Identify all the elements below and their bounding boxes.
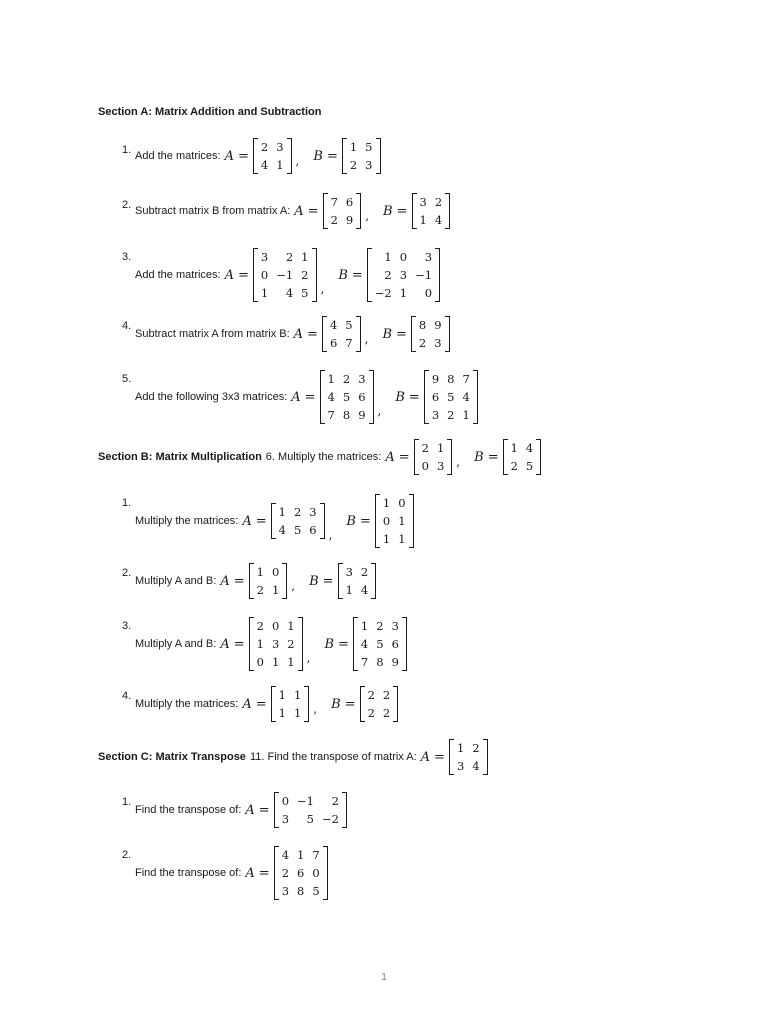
matrix-cell: 2 <box>382 706 391 720</box>
problem-line <box>135 138 381 174</box>
matrix-a-symbol: A <box>224 148 234 164</box>
matrix-cell: 1 <box>271 655 280 669</box>
matrix-cell: 5 <box>301 286 309 300</box>
problem-line <box>135 316 450 352</box>
matrix-cell: 2 <box>447 408 455 422</box>
matrix-cell: 4 <box>278 523 286 537</box>
equals-sign: = <box>233 573 245 589</box>
problem-text: Subtract matrix A from matrix B: <box>135 328 290 340</box>
matrix-b <box>412 193 451 229</box>
matrix-pair <box>242 686 398 722</box>
matrix-cell: 2 <box>434 195 443 209</box>
matrix-cell: 1 <box>276 158 284 172</box>
matrix-cell: 0 <box>271 565 280 579</box>
matrix-a <box>322 316 361 352</box>
matrix-cell: 2 <box>330 213 338 227</box>
matrix-b-symbol: B <box>474 449 484 465</box>
matrix-cell: 5 <box>293 523 302 537</box>
comma: , <box>328 528 333 542</box>
matrix-a <box>249 563 288 599</box>
equals-sign: = <box>487 449 499 465</box>
matrix-cell: −1 <box>276 268 294 282</box>
problem-line <box>135 494 414 548</box>
comma: , <box>320 282 325 296</box>
problem-b-2 <box>0 563 768 623</box>
equals-sign: = <box>322 573 334 589</box>
matrix-cell: 1 <box>327 372 335 386</box>
problem-text: Subtract matrix B from matrix A: <box>135 205 291 217</box>
problem-line <box>135 370 478 424</box>
matrix-b <box>367 248 440 302</box>
matrix-cell: 1 <box>384 250 392 264</box>
matrix-cell: 1 <box>256 637 264 651</box>
matrix-cell: 6 <box>345 195 354 209</box>
matrix-b-symbol: B <box>331 696 341 712</box>
matrix-cell: 4 <box>260 158 269 172</box>
matrix-a-symbol: A <box>385 449 395 465</box>
matrix-cell: 0 <box>256 655 264 669</box>
matrix-cell: 4 <box>329 318 338 332</box>
matrix-a-symbol: A <box>294 203 304 219</box>
matrix-b-symbol: B <box>324 636 334 652</box>
matrix-cell: 1 <box>349 140 358 154</box>
matrix-pair <box>294 316 450 352</box>
matrix-cell: 1 <box>462 408 470 422</box>
problem-number: 2. <box>122 849 132 861</box>
comma: , <box>291 579 296 593</box>
section-a-heading: Section A: Matrix Addition and Subtraction <box>98 106 322 118</box>
matrix-cell: 6 <box>297 866 305 880</box>
matrix-pair <box>225 138 381 174</box>
problem-number: 1. <box>122 144 132 156</box>
problem-number: 3. <box>122 251 132 263</box>
matrix-pair <box>220 563 376 599</box>
matrix-cell: 4 <box>525 441 534 455</box>
problem-text: Add the following 3x3 matrices: <box>135 391 288 403</box>
matrix-cell: 9 <box>431 372 440 386</box>
equals-sign: = <box>434 749 445 765</box>
matrix-b-symbol: B <box>338 267 348 283</box>
problem-c-2 <box>0 846 768 906</box>
problem-line <box>135 563 376 599</box>
matrix-cell: 3 <box>271 637 280 651</box>
matrix-cell: 2 <box>260 140 269 154</box>
matrix-cell: −1 <box>297 794 314 808</box>
matrix-b-symbol: B <box>395 389 405 405</box>
matrix-cell: 7 <box>330 195 338 209</box>
problem-line <box>135 193 450 229</box>
matrix-b <box>353 617 407 671</box>
matrix-cell: 2 <box>285 250 294 264</box>
matrix-cell: 1 <box>287 655 295 669</box>
problem-a-5 <box>0 370 768 430</box>
matrix-cell: 9 <box>391 655 399 669</box>
problem-b-3 <box>0 617 768 677</box>
problem-line <box>135 846 328 900</box>
matrix-a-symbol: A <box>220 636 230 652</box>
problem-number: 4. <box>122 320 132 332</box>
matrix-a-symbol: A <box>420 749 431 765</box>
matrix-pair <box>245 792 347 828</box>
matrix-cell: 3 <box>345 565 353 579</box>
equals-sign: = <box>258 865 270 881</box>
matrix-a <box>253 138 292 174</box>
matrix-cell: 1 <box>271 583 280 597</box>
matrix-pair <box>385 439 541 475</box>
matrix-cell: 3 <box>281 884 290 898</box>
matrix-a <box>249 617 303 671</box>
equals-sign: = <box>255 513 267 529</box>
matrix-b <box>338 563 377 599</box>
matrix-a <box>323 193 362 229</box>
equals-sign: = <box>338 636 349 652</box>
matrix-cell: 1 <box>260 286 269 300</box>
matrix-b-symbol: B <box>313 148 323 164</box>
section-c-heading: Section C: Matrix Transpose 11. Find the transpose of matrix A: A = 1 2 3 4 <box>98 739 488 775</box>
matrix-cell: 0 <box>271 619 280 633</box>
matrix-cell: 2 <box>281 866 290 880</box>
problem-line <box>135 617 407 671</box>
matrix-cell: 3 <box>424 250 433 264</box>
matrix-cell: 2 <box>367 688 375 702</box>
equals-sign: = <box>258 802 270 818</box>
equals-sign: = <box>359 513 371 529</box>
problem-text: Add the matrices: <box>135 269 221 281</box>
matrix-a-symbol: A <box>245 865 255 881</box>
matrix-cell: 1 <box>382 496 391 510</box>
matrix-b <box>503 439 542 475</box>
matrix-cell: −1 <box>415 268 433 282</box>
matrix-cell: 1 <box>456 741 465 755</box>
problem-line <box>135 248 440 302</box>
comma: , <box>313 702 318 716</box>
matrix-cell: 6 <box>309 523 317 537</box>
equals-sign: = <box>396 203 408 219</box>
matrix-cell: 0 <box>382 514 391 528</box>
equals-sign: = <box>396 326 407 342</box>
matrix-a <box>271 503 325 539</box>
equals-sign: = <box>304 389 316 405</box>
matrix-cell: 3 <box>434 336 442 350</box>
problem-text: Multiply the matrices: <box>135 698 239 710</box>
matrix-pair <box>291 370 478 424</box>
matrix-a <box>320 370 374 424</box>
problem-number: 2. <box>122 199 132 211</box>
comma: , <box>377 404 382 418</box>
matrix-cell: 4 <box>281 848 290 862</box>
matrix-cell: 7 <box>462 372 470 386</box>
matrix-a-symbol: A <box>220 573 230 589</box>
matrix-cell: 5 <box>345 318 353 332</box>
matrix-cell: 1 <box>398 514 406 528</box>
matrix-cell: 2 <box>349 158 358 172</box>
equals-sign: = <box>237 148 249 164</box>
matrix-pair <box>245 846 327 900</box>
matrix-cell: 8 <box>418 318 427 332</box>
matrix-a <box>274 792 347 828</box>
matrix-cell: 3 <box>431 408 440 422</box>
matrix-pair <box>225 248 440 302</box>
matrix-cell: 3 <box>276 140 284 154</box>
page-number: 1 <box>381 972 387 983</box>
problem-number: 1. <box>122 796 132 808</box>
matrix-cell: 2 <box>421 441 429 455</box>
matrix-cell: 7 <box>360 655 369 669</box>
equals-sign: = <box>233 636 245 652</box>
matrix-cell: 2 <box>384 268 392 282</box>
matrix-cell: 3 <box>260 250 269 264</box>
matrix-cell: 7 <box>312 848 320 862</box>
problem-b-4 <box>0 686 768 746</box>
problem-b-1 <box>0 494 768 554</box>
matrix-cell: 4 <box>462 390 470 404</box>
matrix-cell: 5 <box>525 459 534 473</box>
comma: , <box>365 209 370 223</box>
matrix-cell: 3 <box>456 759 465 773</box>
equals-sign: = <box>351 267 363 283</box>
matrix-cell: 8 <box>342 408 351 422</box>
matrix-a-symbol: A <box>224 267 234 283</box>
matrix-cell: 3 <box>281 812 290 826</box>
matrix-b <box>411 316 450 352</box>
matrix-cell: 7 <box>327 408 335 422</box>
matrix-cell: 4 <box>360 637 369 651</box>
problem-text: Find the transpose of: <box>135 867 242 879</box>
problem-line <box>135 686 398 722</box>
problem-number: 5. <box>122 373 132 385</box>
matrix-cell: 3 <box>365 158 373 172</box>
problem-a-1 <box>0 138 768 198</box>
matrix-cell: 2 <box>360 565 369 579</box>
matrix-cell: 6 <box>431 390 440 404</box>
matrix-cell: 5 <box>342 390 351 404</box>
matrix-cell: 1 <box>287 619 295 633</box>
matrix-cell: 1 <box>278 688 286 702</box>
matrix-cell: 3 <box>391 619 399 633</box>
matrix-a <box>449 739 488 775</box>
matrix-cell: 9 <box>345 213 354 227</box>
matrix-cell: 4 <box>360 583 369 597</box>
matrix-cell: 0 <box>312 866 320 880</box>
matrix-cell: 6 <box>358 390 366 404</box>
problem-number: 1. <box>122 497 132 509</box>
equals-sign: = <box>255 696 267 712</box>
matrix-b <box>424 370 478 424</box>
matrix-cell: 6 <box>391 637 399 651</box>
matrix-cell: 0 <box>399 250 408 264</box>
matrix-cell: 2 <box>301 268 309 282</box>
matrix-cell: −2 <box>321 812 339 826</box>
matrix-b-symbol: B <box>346 513 356 529</box>
matrix-b <box>342 138 381 174</box>
matrix-a <box>253 248 317 302</box>
matrix-cell: 7 <box>345 336 353 350</box>
equals-sign: = <box>237 267 249 283</box>
matrix-cell: 0 <box>424 286 433 300</box>
matrix-a <box>414 439 453 475</box>
matrix-cell: 3 <box>436 459 445 473</box>
matrix-pair <box>421 739 488 775</box>
equals-sign: = <box>307 203 319 219</box>
matrix-cell: 4 <box>434 213 443 227</box>
equals-sign: = <box>307 326 318 342</box>
matrix-cell: 5 <box>365 140 373 154</box>
problem-a-4 <box>0 316 768 376</box>
matrix-cell: 2 <box>472 741 480 755</box>
problem-line <box>135 792 347 828</box>
matrix-b-symbol: B <box>383 203 393 219</box>
matrix-cell: 1 <box>293 688 302 702</box>
matrix-cell: 1 <box>419 213 427 227</box>
matrix-cell: 3 <box>309 505 317 519</box>
comma: , <box>456 455 461 469</box>
matrix-cell: 1 <box>345 583 353 597</box>
matrix-cell: 1 <box>398 532 406 546</box>
problem-number: 4. <box>122 690 132 702</box>
matrix-cell: 2 <box>331 794 339 808</box>
matrix-cell: 5 <box>376 637 384 651</box>
matrix-pair <box>220 617 407 671</box>
matrix-cell: 5 <box>312 884 320 898</box>
matrix-cell: 9 <box>434 318 442 332</box>
matrix-cell: 1 <box>360 619 369 633</box>
matrix-cell: 0 <box>398 496 406 510</box>
matrix-b <box>360 686 399 722</box>
matrix-cell: 2 <box>287 637 295 651</box>
matrix-cell: 2 <box>367 706 375 720</box>
problem-a-2 <box>0 193 768 253</box>
matrix-cell: 4 <box>327 390 335 404</box>
matrix-b <box>375 494 414 548</box>
matrix-cell: 3 <box>358 372 366 386</box>
matrix-a <box>271 686 310 722</box>
inline-problem-text: 11. Find the transpose of matrix A: <box>249 751 417 763</box>
matrix-b-symbol: B <box>382 326 392 342</box>
matrix-cell: 1 <box>301 250 309 264</box>
matrix-cell: 8 <box>447 372 455 386</box>
matrix-cell: 1 <box>297 848 305 862</box>
matrix-cell: 8 <box>297 884 305 898</box>
matrix-b-symbol: B <box>309 573 319 589</box>
matrix-a-symbol: A <box>293 326 304 342</box>
matrix-cell: 0 <box>260 268 269 282</box>
comma: , <box>295 154 300 168</box>
matrix-a <box>274 846 328 900</box>
matrix-cell: 1 <box>293 706 302 720</box>
matrix-cell: 6 <box>329 336 338 350</box>
matrix-cell: 0 <box>281 794 290 808</box>
problem-text: Multiply A and B: <box>135 638 217 650</box>
matrix-pair <box>242 494 413 548</box>
problem-text: Find the transpose of: <box>135 804 242 816</box>
problem-text: Multiply A and B: <box>135 575 217 587</box>
matrix-a-symbol: A <box>291 389 301 405</box>
matrix-a-symbol: A <box>245 802 255 818</box>
matrix-cell: 9 <box>358 408 366 422</box>
matrix-cell: 2 <box>376 619 384 633</box>
equals-sign: = <box>408 389 420 405</box>
matrix-cell: 1 <box>436 441 445 455</box>
matrix-cell: −2 <box>374 286 392 300</box>
matrix-a-symbol: A <box>242 696 252 712</box>
problem-number: 3. <box>122 620 132 632</box>
problem-c-1 <box>0 792 768 852</box>
matrix-cell: 2 <box>256 583 264 597</box>
problem-number: 2. <box>122 567 132 579</box>
comma: , <box>364 332 369 346</box>
matrix-a-symbol: A <box>242 513 252 529</box>
inline-problem-text: 6. Multiply the matrices: <box>265 451 382 463</box>
equals-sign: = <box>326 148 338 164</box>
matrix-cell: 1 <box>382 532 391 546</box>
matrix-pair <box>294 193 450 229</box>
equals-sign: = <box>344 696 356 712</box>
matrix-cell: 2 <box>342 372 351 386</box>
matrix-cell: 5 <box>306 812 314 826</box>
matrix-cell: 0 <box>421 459 429 473</box>
equals-sign: = <box>398 449 410 465</box>
matrix-cell: 2 <box>418 336 427 350</box>
matrix-cell: 2 <box>256 619 264 633</box>
matrix-cell: 8 <box>376 655 384 669</box>
matrix-cell: 2 <box>382 688 391 702</box>
matrix-cell: 2 <box>510 459 518 473</box>
comma: , <box>306 651 311 665</box>
matrix-cell: 2 <box>293 505 302 519</box>
matrix-cell: 1 <box>256 565 264 579</box>
section-b-heading: Section B: Matrix Multiplication 6. Multiply the matrices: A = 2 1 0 3 , B = 1 4 2 5 <box>98 439 541 475</box>
matrix-cell: 4 <box>285 286 294 300</box>
matrix-cell: 3 <box>419 195 427 209</box>
matrix-cell: 5 <box>447 390 455 404</box>
problem-text: Add the matrices: <box>135 150 221 162</box>
problem-text: Multiply the matrices: <box>135 515 239 527</box>
matrix-cell: 1 <box>399 286 408 300</box>
matrix-cell: 1 <box>278 706 286 720</box>
matrix-cell: 1 <box>510 441 518 455</box>
problem-a-3 <box>0 248 768 308</box>
matrix-cell: 3 <box>399 268 408 282</box>
matrix-cell: 4 <box>472 759 480 773</box>
matrix-cell: 1 <box>278 505 286 519</box>
